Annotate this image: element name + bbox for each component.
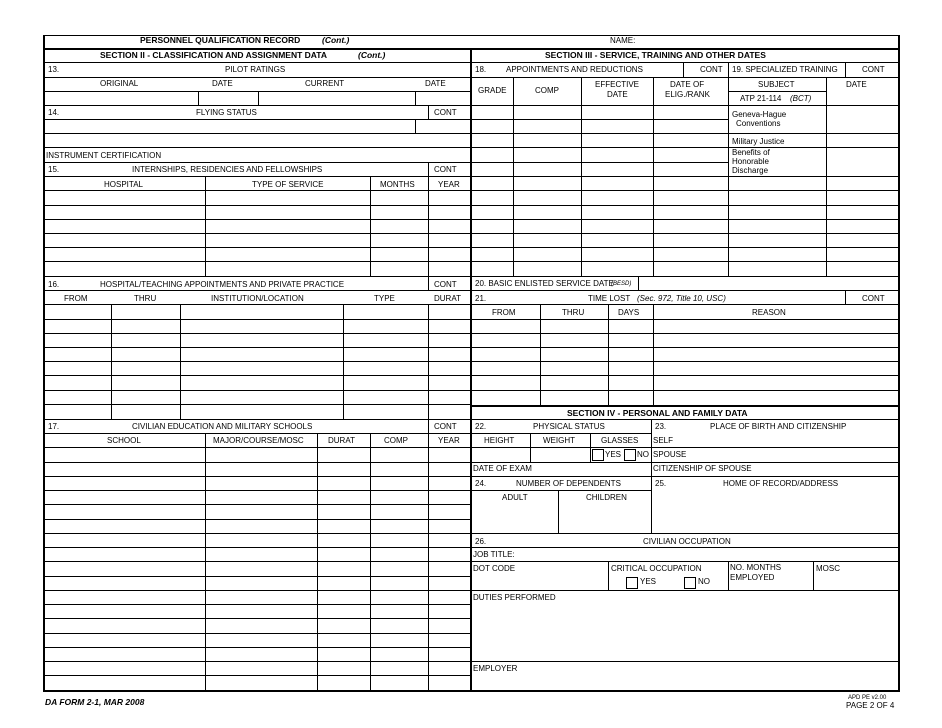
block-24-title: NUMBER OF DEPENDENTS (516, 479, 621, 488)
dot-code-label: DOT CODE (473, 564, 516, 573)
employer-field[interactable] (472, 675, 896, 689)
time-lost-table-body[interactable] (472, 320, 896, 404)
training-dates-field[interactable] (828, 92, 896, 275)
col-subject: SUBJECT (758, 80, 795, 89)
col-thru: THRU (134, 294, 157, 303)
hospital-appointments-table-body[interactable] (45, 305, 469, 418)
months-employed-label-2: EMPLOYED (730, 573, 775, 582)
col-type-of-service: TYPE OF SERVICE (252, 180, 324, 189)
employer-label: EMPLOYER (473, 664, 518, 673)
col-durat-17: DURAT (328, 436, 355, 445)
block-21-number: 21. (475, 294, 487, 303)
block-23-number: 23. (655, 422, 667, 431)
col-date-of: DATE OF (670, 80, 705, 89)
block-14-number: 14. (48, 108, 60, 117)
col-date-2: DATE (425, 79, 446, 88)
section-2-title: SECTION II - CLASSIFICATION AND ASSIGNMENT DATA (100, 50, 327, 60)
form-number: DA FORM 2-1, MAR 2008 (45, 697, 145, 707)
glasses-no-checkbox[interactable] (624, 449, 636, 461)
col-height: HEIGHT (484, 436, 515, 445)
date-of-exam-field[interactable] (472, 474, 650, 475)
col-time-lost-reason: REASON (752, 308, 786, 317)
col-hospital: HOSPITAL (104, 180, 143, 189)
duties-performed-field[interactable] (472, 604, 896, 660)
block-25-number: 25. (655, 479, 667, 488)
block-16-title: HOSPITAL/TEACHING APPOINTMENTS AND PRIVATE PRACTICE (100, 280, 345, 289)
block-25-title: HOME OF RECORD/ADDRESS (723, 479, 839, 488)
glasses-yes-label: YES (605, 450, 622, 459)
block-22-title: PHYSICAL STATUS (533, 422, 605, 431)
block-26-number: 26. (475, 537, 487, 546)
col-year-17: YEAR (438, 436, 460, 445)
self-birthplace-field[interactable] (676, 434, 896, 446)
name-field[interactable] (660, 36, 890, 47)
children-dependents-field[interactable] (560, 505, 650, 532)
current-rating-field[interactable] (260, 92, 414, 104)
home-of-record-field[interactable] (653, 491, 896, 532)
col-current: CURRENT (305, 79, 345, 88)
block-21-title: TIME LOST (588, 294, 631, 303)
form-title: PERSONNEL QUALIFICATION RECORD (140, 35, 301, 45)
frame-right (898, 35, 900, 691)
critical-yes-checkbox[interactable] (626, 577, 638, 589)
flying-status-field[interactable] (45, 120, 413, 132)
col-major-course-mosc: MAJOR/COURSE/MOSC (213, 436, 304, 445)
critical-yes-label: YES (640, 577, 657, 586)
rule-under-section-titles (43, 62, 900, 63)
glasses-yes-checkbox[interactable] (592, 449, 604, 461)
block-14-title: FLYING STATUS (196, 108, 257, 117)
critical-no-checkbox[interactable] (684, 577, 696, 589)
current-date-field[interactable] (417, 92, 469, 104)
name-label: NAME: (610, 36, 636, 45)
col-date-19: DATE (846, 80, 867, 89)
block-24-number: 24. (475, 479, 487, 488)
critical-occupation-label: CRITICAL OCCUPATION (611, 564, 702, 573)
col-type: TYPE (374, 294, 395, 303)
block-18-number: 18. (475, 65, 487, 74)
section-4-title: SECTION IV - PERSONAL AND FAMILY DATA (567, 408, 748, 418)
col-elig-rank: ELIG./RANK (665, 90, 710, 99)
subject-atp-bct: (BCT) (790, 94, 812, 103)
job-title-label: JOB TITLE: (473, 550, 515, 559)
col-comp-18: COMP (535, 86, 559, 95)
civilian-education-table-body[interactable] (45, 448, 469, 689)
duties-performed-label: DUTIES PERFORMED (473, 593, 556, 602)
appointments-table-body[interactable] (472, 106, 727, 275)
form-title-cont: (Cont.) (322, 35, 350, 45)
adult-dependents-field[interactable] (472, 505, 557, 532)
flying-status-field-2[interactable] (45, 134, 469, 146)
col-effective: EFFECTIVE (595, 80, 640, 89)
col-glasses: GLASSES (601, 436, 639, 445)
months-employed-label-1: NO. MONTHS (730, 563, 782, 572)
self-label: SELF (653, 436, 674, 445)
original-date-field[interactable] (200, 92, 257, 104)
basic-enlisted-service-date-field[interactable] (640, 277, 896, 289)
height-field[interactable] (472, 448, 529, 461)
subject-benefits-2: Honorable (732, 157, 769, 166)
block-13-title: PILOT RATINGS (225, 65, 286, 74)
subject-benefits-1: Benefits of (732, 148, 770, 157)
block-15-cont: CONT (434, 165, 457, 174)
col-institution-location: INSTITUTION/LOCATION (211, 294, 304, 303)
instrument-certification-label: INSTRUMENT CERTIFICATION (46, 151, 162, 160)
col-time-lost-thru: THRU (562, 308, 585, 317)
form-version: APD PE v2.00 (848, 695, 887, 701)
col-time-lost-from: FROM (492, 308, 516, 317)
months-employed-field[interactable] (730, 583, 812, 589)
subject-benefits-3: Discharge (732, 166, 769, 175)
subject-geneva-1: Geneva-Hague (732, 110, 787, 119)
citizenship-of-spouse-field[interactable] (760, 463, 896, 475)
page-number: PAGE 2 OF 4 (846, 701, 895, 710)
col-year: YEAR (438, 180, 460, 189)
internships-table-body[interactable] (45, 191, 469, 275)
block-19-cont: CONT (862, 65, 885, 74)
mosc-label: MOSC (816, 564, 840, 573)
block-19-title: 19. SPECIALIZED TRAINING (732, 65, 838, 74)
citizenship-of-spouse-label: CITIZENSHIP OF SPOUSE (653, 464, 752, 473)
block-22-number: 22. (475, 422, 487, 431)
glasses-no-label: NO (637, 450, 649, 459)
job-title-field[interactable] (520, 549, 896, 560)
col-original: ORIGINAL (100, 79, 139, 88)
block-26-title: CIVILIAN OCCUPATION (643, 537, 731, 546)
section-3-title: SECTION III - SERVICE, TRAINING AND OTHER DATES (545, 50, 766, 60)
block-23-title: PLACE OF BIRTH AND CITIZENSHIP (710, 422, 847, 431)
col-adult: ADULT (502, 493, 528, 502)
block-17-number: 17. (48, 422, 60, 431)
block-15-title: INTERNSHIPS, RESIDENCIES AND FELLOWSHIPS (132, 165, 323, 174)
block-20-label: 20. BASIC ENLISTED SERVICE DATE (475, 279, 614, 288)
col-date: DATE (212, 79, 233, 88)
col-children: CHILDREN (586, 493, 627, 502)
col-durat: DURAT (434, 294, 461, 303)
col-school: SCHOOL (107, 436, 141, 445)
critical-no-label: NO (698, 577, 710, 586)
block-17-cont: CONT (434, 422, 457, 431)
col-grade: GRADE (478, 86, 507, 95)
subject-atp: ATP 21-114 (740, 94, 782, 103)
col-effective-date: DATE (607, 90, 628, 99)
block-16-cont: CONT (434, 280, 457, 289)
col-comp: COMP (384, 436, 408, 445)
block-18-cont: CONT (700, 65, 723, 74)
original-rating-field[interactable] (45, 92, 197, 104)
subject-geneva-2: Conventions (736, 119, 781, 128)
section-2-title-cont: (Cont.) (358, 50, 386, 60)
block-18-title: APPOINTMENTS AND REDUCTIONS (506, 65, 643, 74)
block-14-cont: CONT (434, 108, 457, 117)
block-16-number: 16. (48, 280, 60, 289)
block-20-besd: (BESD) (611, 281, 632, 287)
block-13-number: 13. (48, 65, 60, 74)
dot-code-field[interactable] (472, 575, 607, 589)
block-21-cont: CONT (862, 294, 885, 303)
block-21-sec: (Sec. 972, Title 10, USC) (637, 294, 726, 303)
block-17-title: CIVILIAN EDUCATION AND MILITARY SCHOOLS (132, 422, 313, 431)
subject-military-justice: Military Justice (732, 137, 785, 146)
spouse-birthplace-field[interactable] (690, 448, 896, 460)
col-weight: WEIGHT (543, 436, 575, 445)
block-15-number: 15. (48, 165, 60, 174)
col-time-lost-days: DAYS (618, 308, 640, 317)
date-of-exam-label: DATE OF EXAM (473, 464, 532, 473)
col-from: FROM (64, 294, 88, 303)
col-months: MONTHS (380, 180, 415, 189)
spouse-label: SPOUSE (653, 450, 687, 459)
weight-field[interactable] (532, 448, 589, 461)
mosc-field[interactable] (815, 575, 896, 589)
